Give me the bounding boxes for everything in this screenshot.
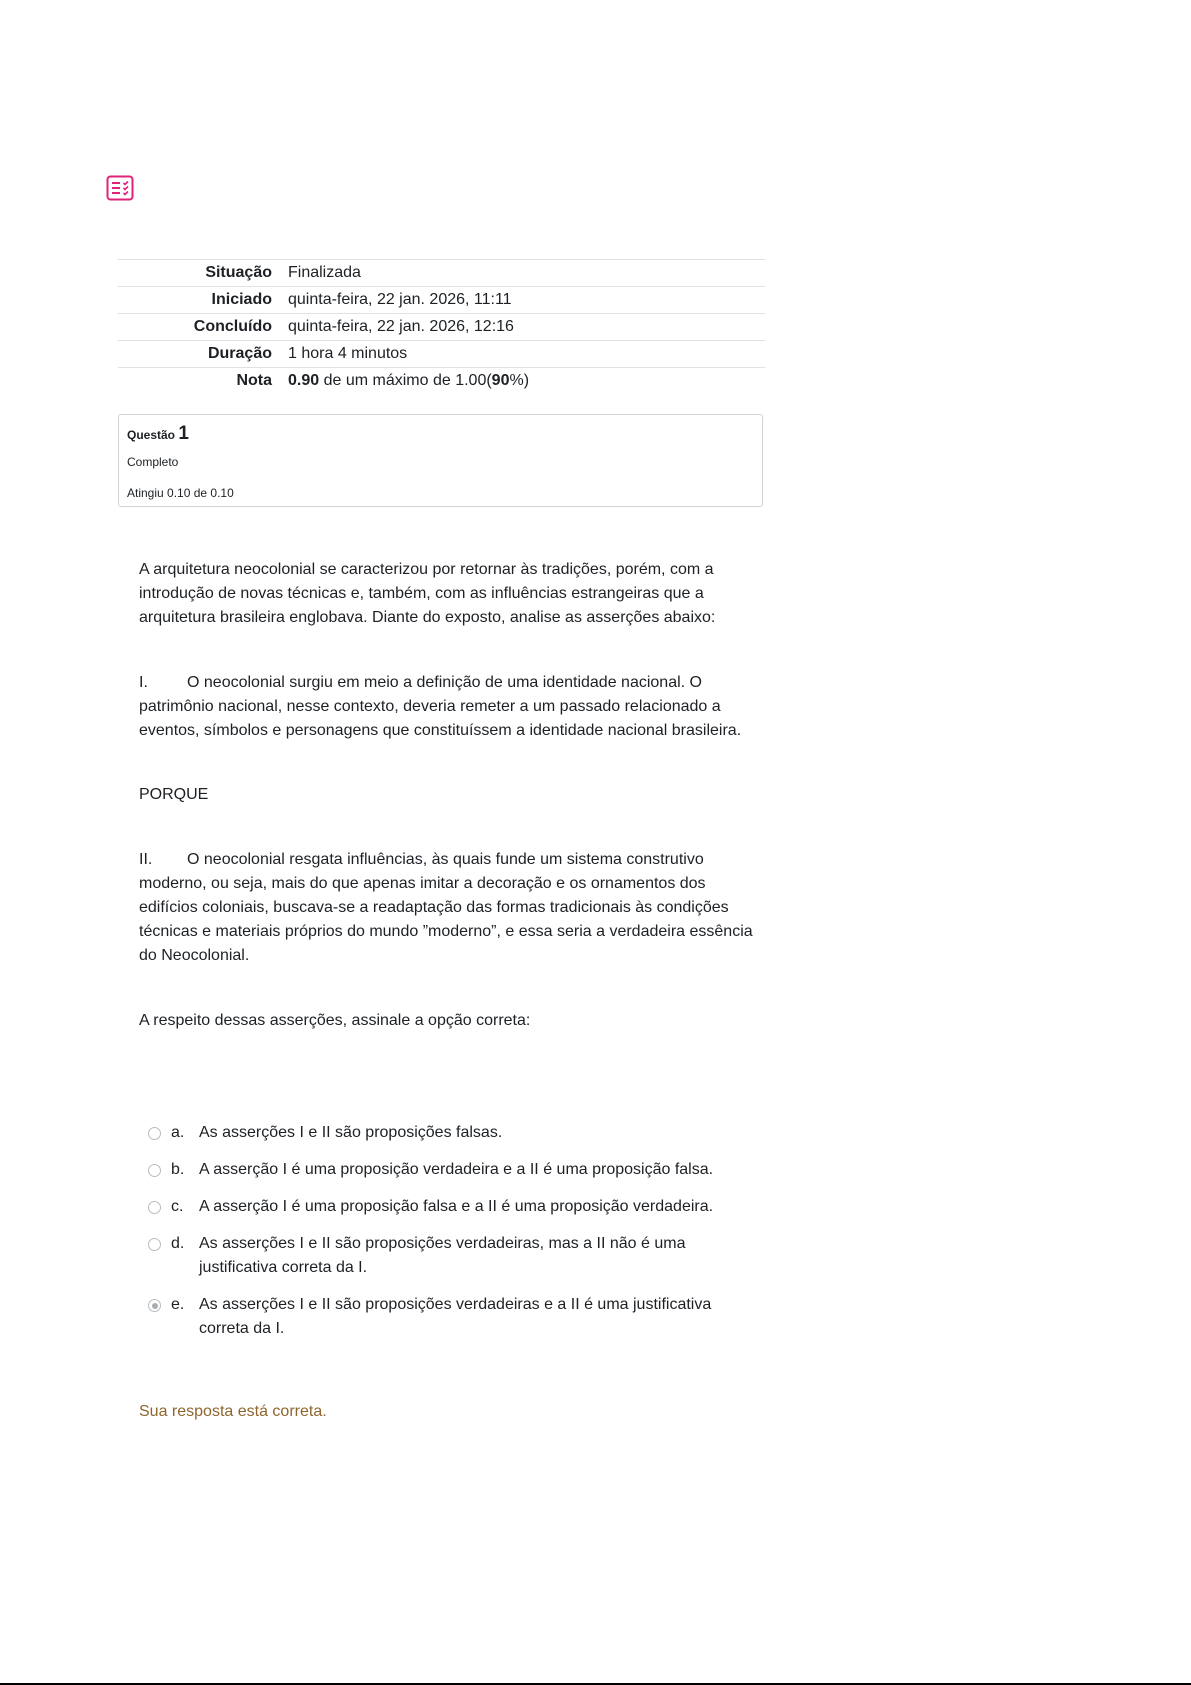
summary-row-status (118, 260, 765, 287)
option-text: A asserção I é uma proposição verdadeira e a II é uma proposição falsa. (199, 1161, 714, 1178)
option-letter: a. (171, 1124, 185, 1141)
summary-label: Duração (118, 341, 288, 368)
assertion-2 (139, 848, 759, 968)
option-letter: d. (171, 1235, 185, 1252)
question-grade: Atingiu 0.10 de 0.10 (127, 486, 234, 500)
assertion-1-number: I. (139, 674, 148, 691)
summary-row-started (118, 287, 765, 314)
option-letter: b. (171, 1161, 185, 1178)
question-number-value: 1 (178, 423, 189, 444)
grade-max-text: de um máximo de 1.00( (319, 372, 492, 389)
question-info-box (118, 414, 763, 507)
summary-label: Concluído (118, 314, 288, 341)
answer-feedback: Sua resposta está correta. (139, 1403, 327, 1420)
answer-option-d[interactable] (148, 1232, 758, 1280)
option-text: As asserções I e II são proposições verdadeiras e a II é uma justificativa correta da I. (199, 1296, 712, 1337)
radio-button-e-selected[interactable] (148, 1299, 161, 1312)
radio-button-d[interactable] (148, 1238, 161, 1251)
option-letter: c. (171, 1198, 184, 1215)
question-intro: A arquitetura neocolonial se caracterizou por retornar às tradições, porém, com a introdução de novas técnicas e, também, com as influências estrangeiras que a arquitetura brasileira englobava. Diante do exposto, analise as asserções abaixo: (139, 561, 716, 626)
assertion-1 (139, 671, 759, 743)
summary-label: Nota (118, 368, 288, 395)
question-number (127, 423, 754, 445)
summary-value: quinta-feira, 22 jan. 2026, 12:16 (288, 314, 765, 341)
radio-button-a[interactable] (148, 1127, 161, 1140)
grade-score: 0.90 (288, 372, 320, 389)
summary-row-completed (118, 314, 765, 341)
option-text: As asserções I e II são proposições verdadeiras, mas a II não é uma justificativa correta da I. (199, 1235, 686, 1276)
summary-grade-value (288, 368, 765, 395)
assertion-2-text: O neocolonial resgata influências, às quais funde um sistema construtivo moderno, ou seja, mais do que apenas imitar a decoração e os ornamentos dos edifícios coloniais, buscava-se a readaptação das formas tradicionais às condições técnicas e materiais próprios do mundo ”moderno”, e essa seria a verdadeira essência do Neocolonial. (139, 851, 753, 964)
question-state: Completo (127, 455, 179, 469)
assertion-connector: PORQUE (139, 786, 209, 803)
question-label: Questão (127, 428, 176, 442)
question-prompt: A respeito dessas asserções, assinale a opção correta: (139, 1012, 531, 1029)
grade-percent: 90 (491, 372, 510, 389)
option-letter: e. (171, 1296, 185, 1313)
summary-value: 1 hora 4 minutos (288, 341, 765, 368)
answer-option-a[interactable] (148, 1121, 758, 1145)
assertion-1-text: O neocolonial surgiu em meio a definição de uma identidade nacional. O patrimônio nacional, nesse contexto, deveria remeter a um passado relacionado a eventos, símbolos e personagens que constituíssem a identidade nacional brasileira. (139, 674, 742, 739)
radio-button-c[interactable] (148, 1201, 161, 1214)
option-text: As asserções I e II são proposições falsas. (199, 1124, 503, 1141)
summary-value: quinta-feira, 22 jan. 2026, 11:11 (288, 287, 765, 314)
option-text: A asserção I é uma proposição falsa e a II é uma proposição verdadeira. (199, 1198, 714, 1215)
assertion-2-number: II. (139, 851, 153, 868)
radio-button-b[interactable] (148, 1164, 161, 1177)
answer-option-c[interactable] (148, 1195, 758, 1219)
answer-options (148, 1121, 758, 1354)
quiz-list-icon (106, 175, 134, 201)
summary-label: Situação (118, 260, 288, 287)
question-text (139, 558, 759, 1033)
attempt-summary-table (118, 259, 765, 394)
summary-row-duration (118, 341, 765, 368)
summary-row-grade (118, 368, 765, 395)
answer-option-e[interactable] (148, 1293, 758, 1341)
answer-option-b[interactable] (148, 1158, 758, 1182)
summary-label: Iniciado (118, 287, 288, 314)
summary-value: Finalizada (288, 260, 765, 287)
grade-percent-suffix: %) (509, 372, 530, 389)
